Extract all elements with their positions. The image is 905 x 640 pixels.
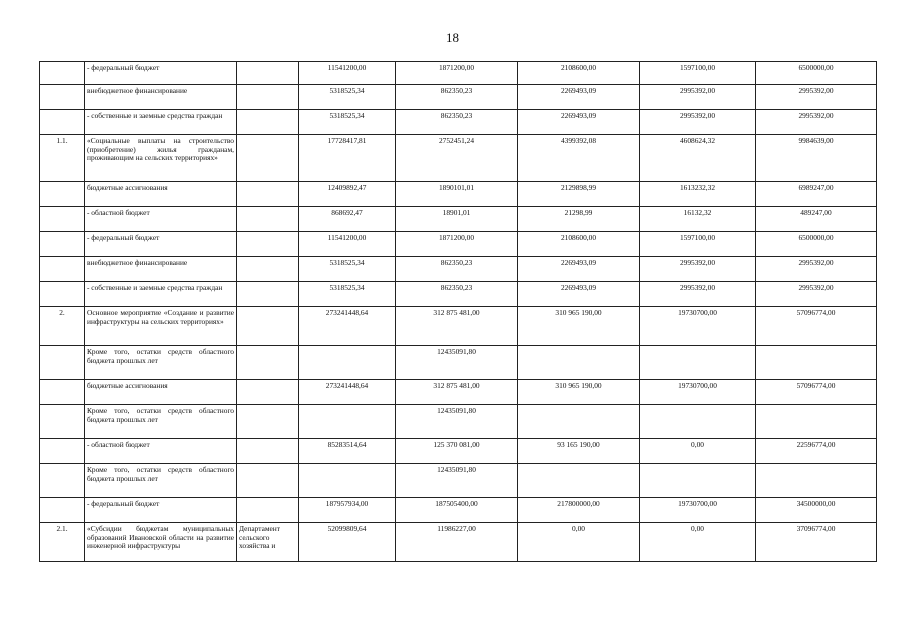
row-value-year1-cell: 862350,23 <box>396 85 518 110</box>
table-row <box>40 110 877 135</box>
row-index-cell <box>40 464 85 498</box>
row-value-year4-cell <box>756 346 877 380</box>
row-description-cell: Кроме того, остатки средств областного бюджета прошлых лет <box>85 346 237 380</box>
table-row <box>40 232 877 257</box>
row-value-total-cell: 5318525,34 <box>299 282 396 307</box>
row-value-year3-cell: 19730700,00 <box>640 307 756 346</box>
row-index-cell <box>40 182 85 207</box>
table-row <box>40 135 877 182</box>
row-executor-cell <box>237 439 299 464</box>
row-description-cell: бюджетные ассигнования <box>85 182 237 207</box>
row-value-year3-cell: 2995392,00 <box>640 282 756 307</box>
row-executor-cell <box>237 498 299 523</box>
row-value-year1-cell: 862350,23 <box>396 257 518 282</box>
row-value-year4-cell <box>756 464 877 498</box>
row-value-year4-cell: 9984639,00 <box>756 135 877 182</box>
row-value-year2-cell: 2129898,99 <box>518 182 640 207</box>
row-index-cell <box>40 207 85 232</box>
row-value-year4-cell: 22596774,00 <box>756 439 877 464</box>
row-index-cell <box>40 346 85 380</box>
table-row <box>40 62 877 85</box>
row-executor-cell <box>237 380 299 405</box>
row-value-year2-cell: 21298,99 <box>518 207 640 232</box>
row-value-total-cell: 12409892,47 <box>299 182 396 207</box>
row-value-year2-cell: 4399392,08 <box>518 135 640 182</box>
row-executor-cell <box>237 207 299 232</box>
row-index-cell <box>40 85 85 110</box>
row-executor-cell <box>237 232 299 257</box>
row-value-year4-cell: 34500000,00 <box>756 498 877 523</box>
row-value-year3-cell: 0,00 <box>640 439 756 464</box>
row-value-year2-cell: 2269493,09 <box>518 110 640 135</box>
row-description-cell: Основное мероприятие «Создание и развитие инфраструктуры на сельских территориях» <box>85 307 237 346</box>
row-executor-cell <box>237 405 299 439</box>
page-number: 18 <box>446 30 459 45</box>
row-value-year4-cell: 57096774,00 <box>756 380 877 405</box>
row-description-cell: Кроме того, остатки средств областного бюджета прошлых лет <box>85 405 237 439</box>
row-value-year2-cell: 2108600,00 <box>518 232 640 257</box>
row-value-year2-cell: 217800000,00 <box>518 498 640 523</box>
row-index-cell <box>40 498 85 523</box>
row-value-total-cell: 187957934,00 <box>299 498 396 523</box>
row-description-cell: - федеральный бюджет <box>85 498 237 523</box>
row-value-year1-cell: 312 875 481,00 <box>396 307 518 346</box>
row-index-cell <box>40 380 85 405</box>
row-executor-cell <box>237 464 299 498</box>
row-value-year3-cell <box>640 405 756 439</box>
row-value-year4-cell: 2995392,00 <box>756 85 877 110</box>
row-value-year1-cell: 12435091,80 <box>396 346 518 380</box>
row-executor-cell <box>237 346 299 380</box>
row-value-year4-cell: 6500000,00 <box>756 232 877 257</box>
row-value-year2-cell: 310 965 190,00 <box>518 307 640 346</box>
table-row <box>40 282 877 307</box>
table-row <box>40 207 877 232</box>
row-description-cell: Кроме того, остатки средств областного бюджета прошлых лет <box>85 464 237 498</box>
row-value-total-cell <box>299 464 396 498</box>
row-description-cell: «Социальные выплаты на строительство (приобретение) жилья гражданам, проживающим на сельских территориях» <box>85 135 237 182</box>
row-index-cell: 2. <box>40 307 85 346</box>
row-value-year2-cell: 2269493,09 <box>518 85 640 110</box>
row-value-year1-cell: 1890101,01 <box>396 182 518 207</box>
row-value-year1-cell: 862350,23 <box>396 282 518 307</box>
row-value-total-cell <box>299 405 396 439</box>
row-executor-cell <box>237 85 299 110</box>
row-value-year4-cell <box>756 405 877 439</box>
row-value-total-cell: 868692,47 <box>299 207 396 232</box>
row-value-year2-cell: 2269493,09 <box>518 257 640 282</box>
row-value-total-cell: 273241448,64 <box>299 307 396 346</box>
row-index-cell <box>40 110 85 135</box>
row-executor-cell: Департамент сельского хозяйства и <box>237 523 299 562</box>
row-executor-cell <box>237 135 299 182</box>
row-index-cell: 1.1. <box>40 135 85 182</box>
row-value-total-cell: 273241448,64 <box>299 380 396 405</box>
row-description-cell: «Субсидии бюджетам муниципальных образований Ивановской области на развитие инженерной инфраструктуры <box>85 523 237 562</box>
table-row <box>40 182 877 207</box>
table-row <box>40 405 877 439</box>
row-value-year3-cell: 19730700,00 <box>640 380 756 405</box>
row-value-year1-cell: 1871200,00 <box>396 232 518 257</box>
row-value-year3-cell: 1597100,00 <box>640 232 756 257</box>
table-row <box>40 464 877 498</box>
row-value-year2-cell <box>518 464 640 498</box>
row-value-year3-cell <box>640 346 756 380</box>
row-executor-cell <box>237 110 299 135</box>
row-value-year2-cell: 2269493,09 <box>518 282 640 307</box>
row-index-cell <box>40 257 85 282</box>
row-value-year3-cell: 2995392,00 <box>640 85 756 110</box>
row-value-year4-cell: 2995392,00 <box>756 257 877 282</box>
row-value-year4-cell: 489247,00 <box>756 207 877 232</box>
row-index-cell: 2.1. <box>40 523 85 562</box>
table-row <box>40 523 877 562</box>
row-index-cell <box>40 439 85 464</box>
row-value-year1-cell: 125 370 081,00 <box>396 439 518 464</box>
row-value-year1-cell: 12435091,80 <box>396 405 518 439</box>
row-value-year1-cell: 11986227,00 <box>396 523 518 562</box>
row-value-year3-cell: 0,00 <box>640 523 756 562</box>
row-value-year4-cell: 6500000,00 <box>756 62 877 85</box>
row-executor-cell <box>237 182 299 207</box>
row-description-cell: - областной бюджет <box>85 439 237 464</box>
table-row <box>40 257 877 282</box>
row-value-year4-cell: 2995392,00 <box>756 110 877 135</box>
row-value-year2-cell: 310 965 190,00 <box>518 380 640 405</box>
row-value-year4-cell: 57096774,00 <box>756 307 877 346</box>
table-row <box>40 307 877 346</box>
row-value-year4-cell: 2995392,00 <box>756 282 877 307</box>
row-value-total-cell: 52099809,64 <box>299 523 396 562</box>
row-index-cell <box>40 282 85 307</box>
row-value-year1-cell: 18901,01 <box>396 207 518 232</box>
row-value-total-cell: 5318525,34 <box>299 257 396 282</box>
row-description-cell: внебюджетное финансирование <box>85 85 237 110</box>
row-value-year2-cell <box>518 346 640 380</box>
row-executor-cell <box>237 307 299 346</box>
row-description-cell: - собственные и заемные средства граждан <box>85 282 237 307</box>
table-row <box>40 346 877 380</box>
row-value-year3-cell: 2995392,00 <box>640 257 756 282</box>
row-description-cell: - областной бюджет <box>85 207 237 232</box>
table-row <box>40 498 877 523</box>
row-value-year1-cell: 1871200,00 <box>396 62 518 85</box>
budget-table <box>39 61 877 562</box>
row-value-year3-cell: 4608624,32 <box>640 135 756 182</box>
row-value-year3-cell: 1613232,32 <box>640 182 756 207</box>
row-value-year3-cell: 16132,32 <box>640 207 756 232</box>
row-value-year4-cell: 6989247,00 <box>756 182 877 207</box>
row-value-year1-cell: 862350,23 <box>396 110 518 135</box>
row-description-cell: - федеральный бюджет <box>85 232 237 257</box>
table-row <box>40 85 877 110</box>
row-executor-cell <box>237 282 299 307</box>
row-value-total-cell: 11541200,00 <box>299 62 396 85</box>
row-index-cell <box>40 62 85 85</box>
row-description-cell: - федеральный бюджет <box>85 62 237 85</box>
row-description-cell: внебюджетное финансирование <box>85 257 237 282</box>
row-value-year2-cell <box>518 405 640 439</box>
row-value-total-cell: 5318525,34 <box>299 85 396 110</box>
row-value-total-cell: 17728417,81 <box>299 135 396 182</box>
row-description-cell: бюджетные ассигнования <box>85 380 237 405</box>
row-value-year3-cell: 19730700,00 <box>640 498 756 523</box>
row-value-year3-cell: 1597100,00 <box>640 62 756 85</box>
row-value-year4-cell: 37096774,00 <box>756 523 877 562</box>
row-value-total-cell <box>299 346 396 380</box>
row-index-cell <box>40 232 85 257</box>
row-executor-cell <box>237 257 299 282</box>
row-description-cell: - собственные и заемные средства граждан <box>85 110 237 135</box>
row-executor-cell <box>237 62 299 85</box>
row-value-year3-cell: 2995392,00 <box>640 110 756 135</box>
row-value-total-cell: 85283514,64 <box>299 439 396 464</box>
table-row <box>40 380 877 405</box>
row-value-year2-cell: 0,00 <box>518 523 640 562</box>
row-value-year1-cell: 2752451,24 <box>396 135 518 182</box>
row-index-cell <box>40 405 85 439</box>
row-value-year2-cell: 2108600,00 <box>518 62 640 85</box>
row-value-year3-cell <box>640 464 756 498</box>
row-value-total-cell: 11541200,00 <box>299 232 396 257</box>
row-value-year1-cell: 187505400,00 <box>396 498 518 523</box>
row-value-total-cell: 5318525,34 <box>299 110 396 135</box>
row-value-year1-cell: 12435091,80 <box>396 464 518 498</box>
row-value-year1-cell: 312 875 481,00 <box>396 380 518 405</box>
table-row <box>40 439 877 464</box>
row-value-year2-cell: 93 165 190,00 <box>518 439 640 464</box>
